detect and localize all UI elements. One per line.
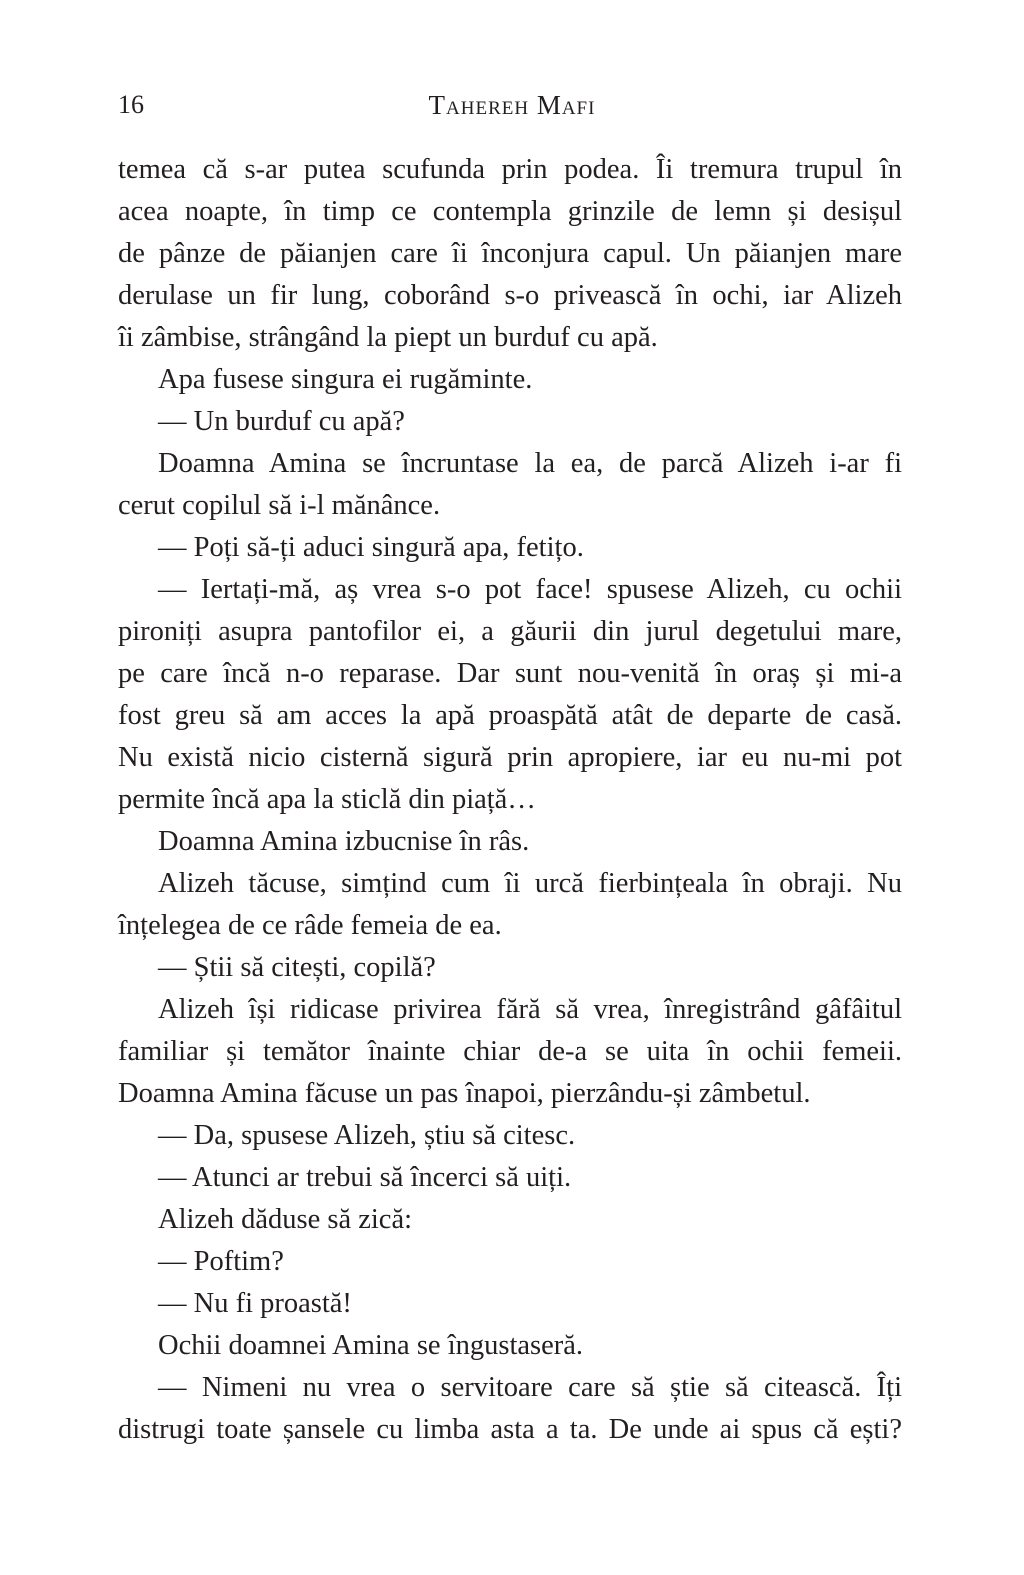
- paragraph: [118, 1241, 902, 1283]
- text-line: familiar și temător înainte chiar de-a se uita în ochii femeii.: [118, 1036, 902, 1067]
- text-line: — Nimeni nu vrea o servitoare care să știe să citească. Îți: [158, 1372, 902, 1403]
- text-line: Doamna Amina izbucnise în râs.: [158, 826, 530, 857]
- text-line: — Poți să-ți aduci singură apa, fetițo.: [158, 532, 584, 563]
- text-line: — Nu fi proastă!: [158, 1288, 352, 1319]
- paragraph: [118, 1325, 902, 1367]
- text-line: Ochii doamnei Amina se îngustaseră.: [158, 1330, 584, 1361]
- text-line: — Poftim?: [158, 1246, 284, 1277]
- text-line: distrugi toate șansele cu limba asta a ta. De unde ai spus că ești?: [118, 1414, 902, 1445]
- text-line: pe care încă n-o reparase. Dar sunt nou-venită în oraș și mi-a: [118, 658, 902, 689]
- paragraph: [118, 443, 902, 527]
- text-line: permite încă apa la sticlă din piață…: [118, 784, 536, 815]
- text-line: — Știi să citești, copilă?: [158, 952, 436, 983]
- text-line: Alizeh tăcuse, simțind cum îi urcă fierbințeala în obraji. Nu: [158, 868, 902, 899]
- text-line: fost greu să am acces la apă proaspătă atât de departe de casă.: [118, 700, 902, 731]
- text-line: — Un burduf cu apă?: [158, 406, 405, 437]
- text-line: Doamna Amina se încruntase la ea, de parcă Alizeh i-ar fi: [158, 448, 902, 479]
- paragraph: [118, 1199, 902, 1241]
- paragraph: [118, 527, 902, 569]
- text-line: Apa fusese singura ei rugăminte.: [158, 364, 533, 395]
- paragraph: [118, 401, 902, 443]
- paragraph: [118, 1157, 902, 1199]
- text-line: — Da, spusese Alizeh, știu să citesc.: [158, 1120, 576, 1151]
- paragraph: [118, 359, 902, 401]
- text-line: temea că s-ar putea scufunda prin podea. Îi tremura trupul în: [118, 154, 902, 185]
- running-head: Tahereh Mafi: [428, 90, 596, 120]
- text-line: cerut copilul să i-l mănânce.: [118, 490, 441, 521]
- paragraph: [118, 569, 902, 821]
- text-line: pironiți asupra pantofilor ei, a găurii din jurul degetului mare,: [118, 616, 902, 647]
- text-line: înțelegea de ce râde femeia de ea.: [118, 910, 502, 941]
- text-line: acea noapte, în timp ce contempla grinzile de lemn și desișul: [118, 196, 902, 227]
- paragraph: [118, 821, 902, 863]
- text-line: Alizeh își ridicase privirea fără să vrea, înregistrând gâfâitul: [158, 994, 902, 1025]
- text-line: derulase un fir lung, coborând s-o privească în ochi, iar Alizeh: [118, 280, 902, 311]
- paragraph: [118, 947, 902, 989]
- text-line: Doamna Amina făcuse un pas înapoi, pierzându-și zâmbetul.: [118, 1078, 811, 1109]
- paragraph: [118, 1283, 902, 1325]
- text-line: — Iertați-mă, aș vrea s-o pot face! spusese Alizeh, cu ochii: [158, 574, 902, 605]
- text-line: îi zâmbise, strângând la piept un burduf cu apă.: [118, 322, 658, 353]
- paragraph: [118, 149, 902, 359]
- page-number: 16: [118, 90, 144, 119]
- paragraph: [118, 1367, 902, 1451]
- body-text: [118, 149, 902, 1451]
- paragraph: [118, 1115, 902, 1157]
- text-line: — Atunci ar trebui să încerci să uiți.: [158, 1162, 572, 1193]
- paragraph: [118, 863, 902, 947]
- paragraph: [118, 989, 902, 1115]
- text-line: Nu există nicio cisternă sigură prin apropiere, iar eu nu-mi pot: [118, 742, 902, 773]
- text-line: Alizeh dăduse să zică:: [158, 1204, 413, 1235]
- text-line: de pânze de păianjen care îi înconjura capul. Un păianjen mare: [118, 238, 902, 269]
